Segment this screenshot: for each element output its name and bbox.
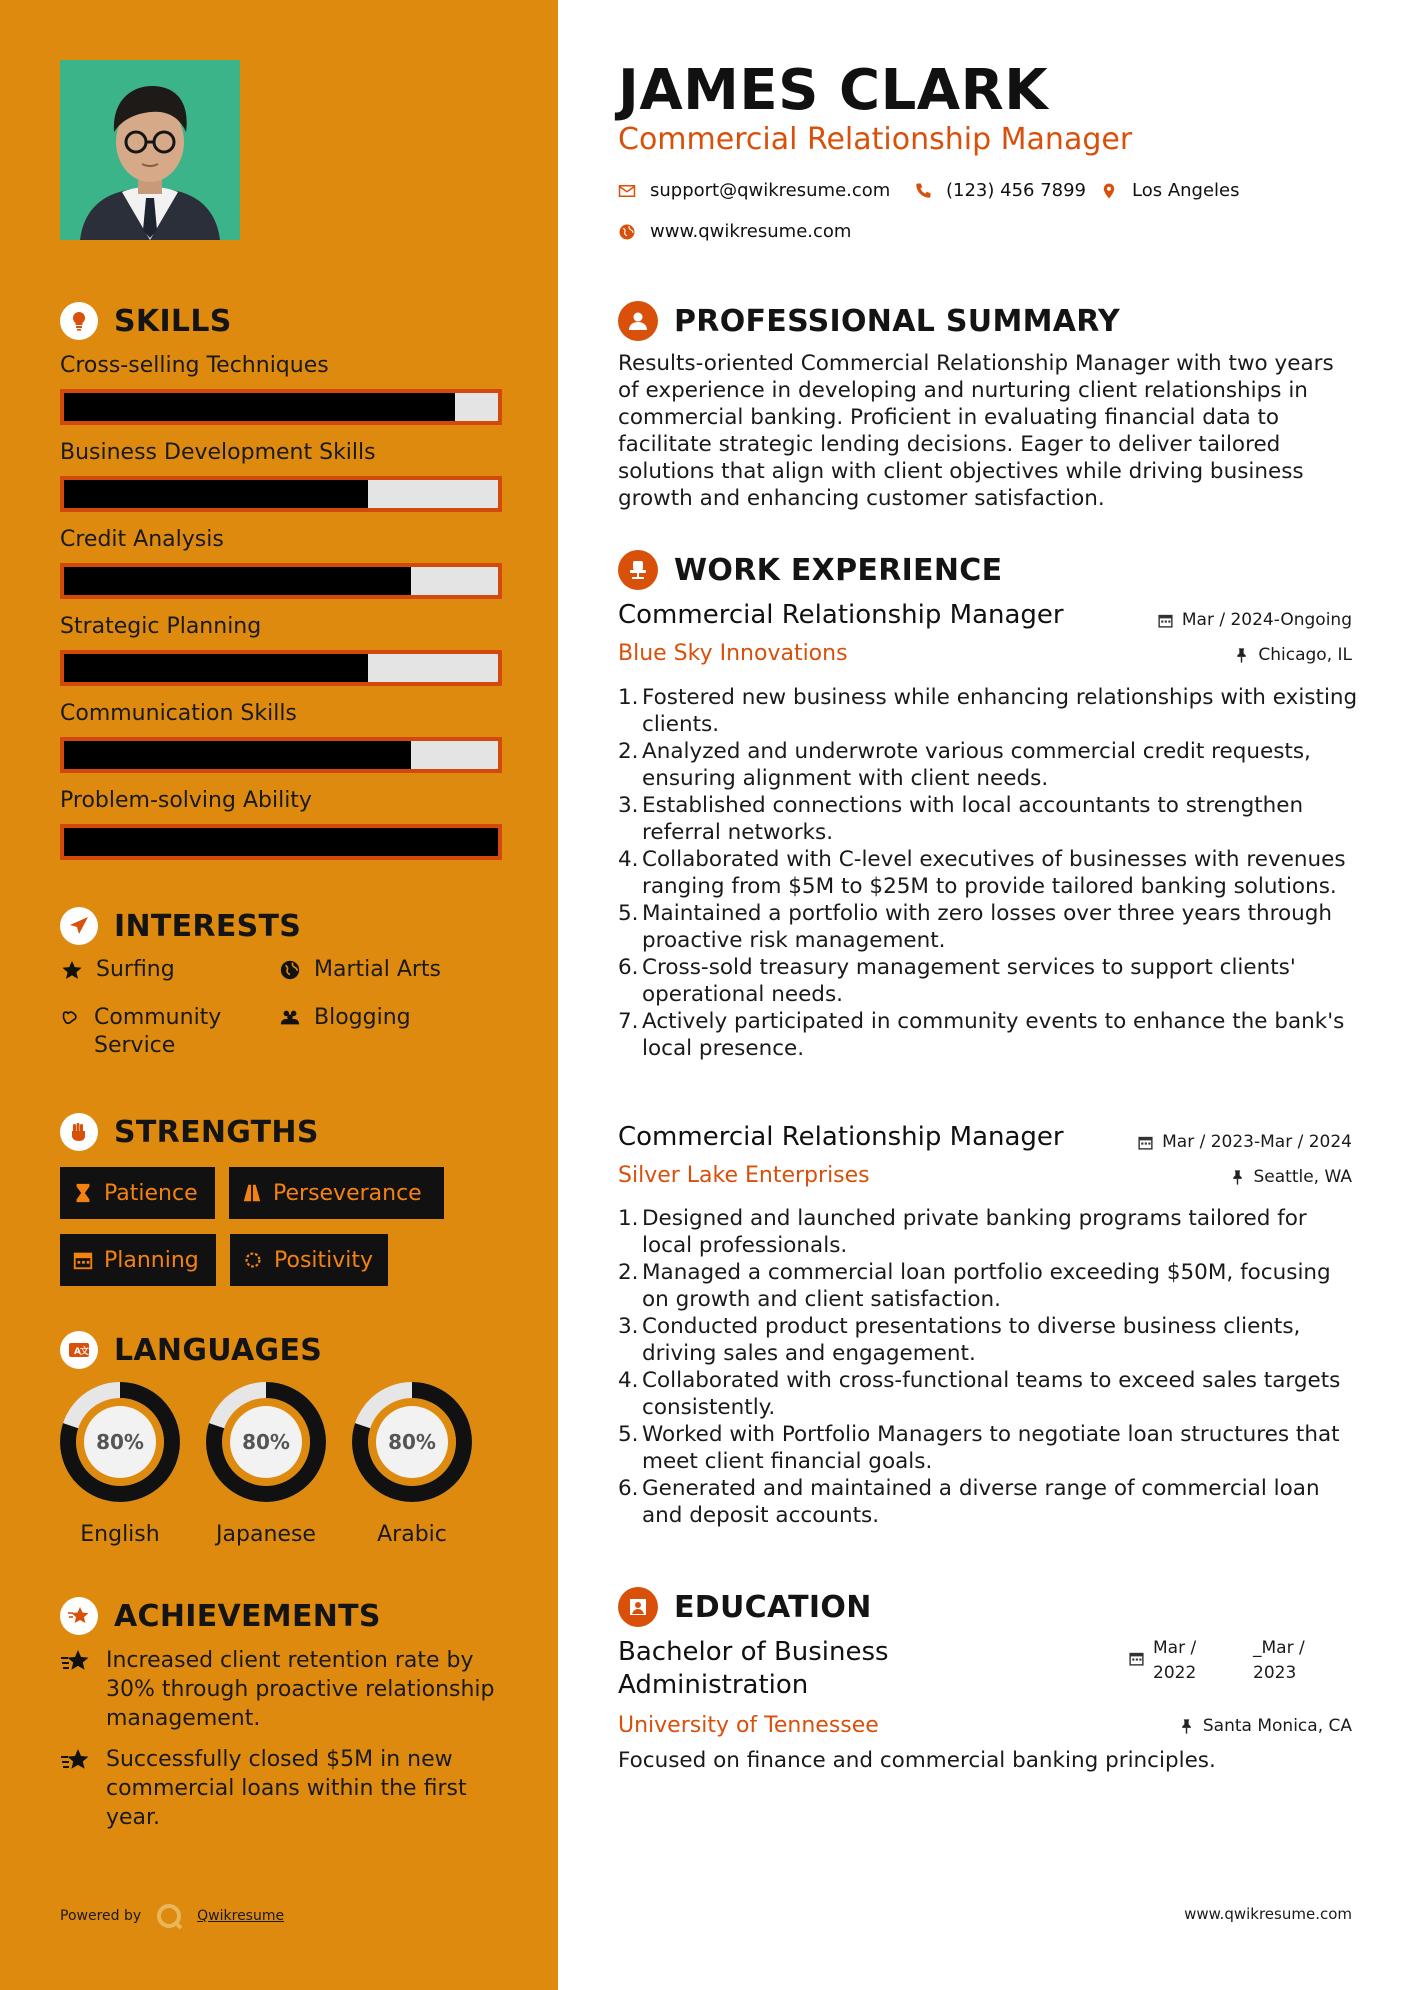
job-duties	[618, 1205, 1363, 1529]
achievement-text: Increased client retention rate by 30% through proactive relationship management.	[106, 1648, 495, 1731]
skill-label: Communication Skills	[60, 701, 297, 726]
strength-chip	[60, 1167, 215, 1219]
pushpin-icon	[1229, 1169, 1246, 1186]
skill-bar-fill	[64, 480, 368, 508]
user-icon	[618, 301, 658, 341]
skill-label: Strategic Planning	[60, 614, 262, 639]
duty-item: 3. Conducted product presentations to diverse business clients, driving sales and engagement.	[618, 1314, 1301, 1366]
qwikresume-logo-icon	[155, 1902, 183, 1930]
summary-title: PROFESSIONAL SUMMARY	[674, 303, 1121, 339]
achievements-heading	[60, 1597, 381, 1635]
strength-label: Perseverance	[273, 1180, 422, 1206]
strengths-title: STRENGTHS	[114, 1114, 319, 1150]
contact-website[interactable]	[618, 221, 851, 242]
interest-item	[278, 1004, 411, 1032]
interest-label: Community Service	[94, 1005, 222, 1058]
duty-item: 1. Fostered new business while enhancing relationships with existing clients.	[618, 685, 1358, 737]
strengths-heading	[60, 1113, 319, 1151]
end-month: _Mar /	[1253, 1638, 1305, 1658]
lightbulb-icon	[60, 302, 98, 340]
job-company: Silver Lake Enterprises	[618, 1163, 870, 1188]
skill-item	[60, 351, 502, 425]
skills-title: SKILLS	[114, 303, 232, 339]
degree-title: Bachelor of Business Administration	[618, 1637, 889, 1700]
education-description: Focused on finance and commercial banking principles.	[618, 1748, 1216, 1773]
job-location	[1233, 645, 1352, 665]
skill-item	[60, 612, 502, 686]
start-year: 2022	[1153, 1663, 1197, 1683]
duty-item: 5. Maintained a portfolio with zero losses over three years through proactive risk management.	[618, 901, 1333, 953]
hourglass-icon	[72, 1182, 94, 1204]
strength-label: Patience	[104, 1180, 198, 1206]
language-icon	[60, 1331, 98, 1369]
strength-chip	[230, 1234, 388, 1286]
language-percent: 80%	[388, 1430, 436, 1454]
skill-label: Problem-solving Ability	[60, 788, 312, 813]
email-text: support@qwikresume.com	[650, 180, 891, 201]
skill-bar-fill	[64, 567, 411, 595]
office-chair-icon	[618, 550, 658, 590]
globe-icon	[278, 956, 302, 984]
language-ring	[204, 1380, 328, 1504]
calendar-icon	[1128, 1650, 1145, 1667]
sun-icon	[242, 1249, 264, 1271]
job-location	[1229, 1167, 1353, 1187]
language-name: Japanese	[216, 1522, 316, 1547]
skill-bar-fill	[64, 828, 498, 856]
interest-item	[58, 1004, 258, 1060]
users-icon	[278, 1004, 302, 1032]
pushpin-icon	[1233, 647, 1250, 664]
strength-label: Planning	[104, 1247, 199, 1273]
job-location-text: Seattle, WA	[1253, 1167, 1352, 1187]
language-ring	[350, 1380, 474, 1504]
language-name: English	[80, 1522, 160, 1547]
language-item	[350, 1380, 474, 1547]
star-icon	[60, 956, 84, 984]
job-dates-text: Mar / 2024-Ongoing	[1181, 610, 1352, 630]
powered-by	[60, 1902, 284, 1930]
star-award-icon	[60, 1745, 92, 1832]
education-heading	[618, 1587, 872, 1627]
footer-url[interactable]: www.qwikresume.com	[1184, 1905, 1352, 1923]
skill-item	[60, 786, 502, 860]
skill-bar	[60, 476, 502, 512]
summary-heading	[618, 301, 1120, 341]
profile-photo	[60, 60, 240, 240]
calendar-icon	[72, 1249, 94, 1271]
experience-title: WORK EXPERIENCE	[674, 552, 1003, 588]
candidate-role: Commercial Relationship Manager	[618, 122, 1133, 157]
achievements-title: ACHIEVEMENTS	[114, 1598, 381, 1634]
interest-label: Surfing	[96, 957, 175, 982]
education-start	[1153, 1636, 1245, 1686]
skill-bar-fill	[64, 741, 411, 769]
school-name: University of Tennessee	[618, 1713, 879, 1738]
job-location-text: Chicago, IL	[1258, 645, 1352, 665]
job-company: Blue Sky Innovations	[618, 641, 848, 666]
summary-text: Results-oriented Commercial Relationship Manager with two years of experience in developing and nurturing client relationships in commercial banking. Proficient in evaluating financial data to facilitate strategic lending decisions. Eager to deliver tailored solutions that align with client objectives while driving business growth and enhancing customer satisfaction.	[618, 351, 1334, 511]
duty-item: 2. Managed a commercial loan portfolio exceeding $50M, focusing on growth and client satisfaction.	[618, 1260, 1331, 1312]
skill-item	[60, 699, 502, 773]
duty-item: 4. Collaborated with C-level executives of businesses with revenues ranging from $5M to $25M to provide tailored banking solutions.	[618, 847, 1346, 899]
duty-item: 4. Collaborated with cross-functional teams to exceed sales targets consistently.	[618, 1368, 1341, 1420]
job-dates	[1157, 610, 1352, 630]
calendar-icon	[1157, 612, 1174, 629]
duty-item: 1. Designed and launched private banking programs tailored for local professionals.	[618, 1206, 1307, 1258]
duty-item: 6. Cross-sold treasury management services to support clients' operational needs.	[618, 955, 1296, 1007]
duty-item: 2. Analyzed and underwrote various commercial credit requests, ensuring alignment with client needs.	[618, 739, 1311, 791]
skill-bar	[60, 737, 502, 773]
duty-item: 5. Worked with Portfolio Managers to negotiate loan structures that meet client financial goals.	[618, 1422, 1340, 1474]
interest-item	[278, 956, 441, 984]
skill-bar-fill	[64, 654, 368, 682]
interests-heading	[60, 907, 301, 945]
hand-icon	[58, 1004, 82, 1032]
svg-text:A: A	[74, 1347, 81, 1357]
location-text: Los Angeles	[1132, 180, 1240, 201]
language-percent: 80%	[242, 1430, 290, 1454]
strength-label: Positivity	[274, 1247, 374, 1273]
paper-plane-icon	[60, 907, 98, 945]
phone-icon	[914, 182, 932, 200]
education-title: EDUCATION	[674, 1589, 872, 1625]
contact-phone[interactable]	[914, 180, 1086, 201]
achievement-item	[60, 1646, 510, 1733]
skill-bar-fill	[64, 393, 455, 421]
road-icon	[241, 1182, 263, 1204]
qwikresume-link[interactable]: Qwikresume	[197, 1908, 285, 1924]
skill-item	[60, 525, 502, 599]
pushpin-icon	[1178, 1718, 1195, 1735]
interest-label: Martial Arts	[314, 957, 442, 982]
language-name: Arabic	[377, 1522, 447, 1547]
strength-chip	[229, 1167, 444, 1219]
languages-title: LANGUAGES	[114, 1332, 323, 1368]
envelope-icon	[618, 182, 636, 200]
svg-text:文: 文	[80, 1347, 90, 1357]
language-item	[58, 1380, 182, 1547]
skill-bar	[60, 824, 502, 860]
job-title: Commercial Relationship Manager	[618, 1122, 1064, 1152]
job-dates-text: Mar / 2023-Mar / 2024	[1162, 1132, 1352, 1152]
candidate-name: JAMES CLARK	[618, 58, 1049, 123]
education-location	[1178, 1716, 1352, 1736]
job-title: Commercial Relationship Manager	[618, 600, 1064, 630]
skill-label: Business Development Skills	[60, 440, 376, 465]
achievement-text: Successfully closed $5M in new commercial loans within the first year.	[106, 1747, 467, 1830]
skill-label: Cross-selling Techniques	[60, 353, 329, 378]
achievement-item	[60, 1745, 510, 1832]
interest-item	[60, 956, 175, 984]
contact-email[interactable]	[618, 180, 890, 201]
language-ring	[58, 1380, 182, 1504]
duty-item: 6. Generated and maintained a diverse range of commercial loan and deposit accounts.	[618, 1476, 1320, 1528]
education-location-text: Santa Monica, CA	[1202, 1716, 1352, 1736]
job-duties	[618, 684, 1363, 1062]
start-month: Mar /	[1153, 1638, 1197, 1658]
contact-location	[1100, 180, 1240, 201]
website-text: www.qwikresume.com	[650, 221, 852, 242]
main-content	[558, 0, 1407, 1990]
education-dates	[1128, 1636, 1345, 1686]
languages-heading	[60, 1331, 322, 1369]
interest-label: Blogging	[314, 1005, 411, 1030]
job-dates	[1137, 1132, 1352, 1152]
language-item	[204, 1380, 328, 1547]
graduate-icon	[618, 1587, 658, 1627]
strength-chip	[60, 1234, 216, 1286]
language-percent: 80%	[96, 1430, 144, 1454]
phone-text: (123) 456 7899	[946, 180, 1087, 201]
interests-title: INTERESTS	[114, 908, 302, 944]
skill-bar	[60, 650, 502, 686]
duty-item: 7. Actively participated in community events to enhance the bank's local presence.	[618, 1009, 1345, 1061]
calendar-icon	[1137, 1134, 1154, 1151]
duty-item: 3. Established connections with local accountants to strengthen referral networks.	[618, 793, 1304, 845]
star-award-icon	[60, 1646, 92, 1733]
star-award-icon	[60, 1597, 98, 1635]
globe-icon	[618, 223, 636, 241]
education-end	[1253, 1636, 1345, 1686]
skill-bar	[60, 389, 502, 425]
experience-heading	[618, 550, 1002, 590]
skill-item	[60, 438, 502, 512]
skill-label: Credit Analysis	[60, 527, 224, 552]
skills-heading	[60, 302, 232, 340]
sidebar	[0, 0, 558, 1990]
map-pin-icon	[1100, 182, 1118, 200]
skill-bar	[60, 563, 502, 599]
powered-by-label: Powered by	[60, 1908, 142, 1924]
fist-icon	[60, 1113, 98, 1151]
end-year: 2023	[1253, 1663, 1297, 1683]
